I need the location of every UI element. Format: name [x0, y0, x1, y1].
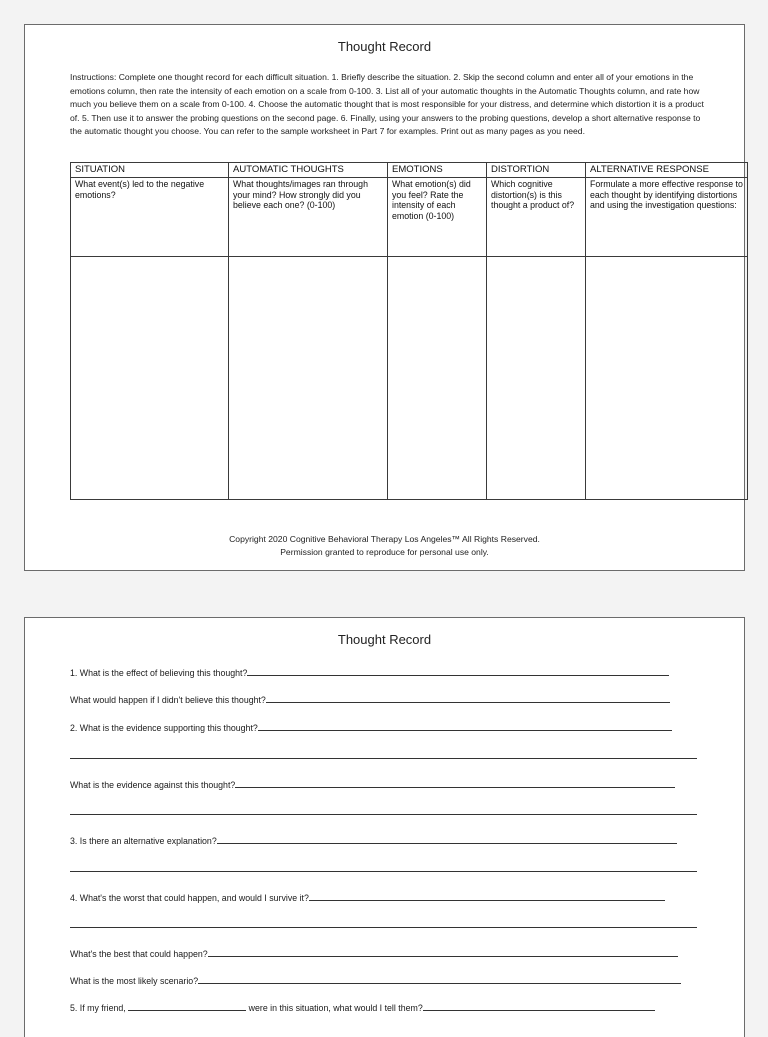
- answer-line[interactable]: [198, 974, 681, 984]
- header-distortion: DISTORTION: [487, 163, 586, 178]
- table-entry-row: [71, 257, 748, 500]
- answer-line[interactable]: [70, 758, 697, 759]
- worksheet-page-1: [24, 24, 745, 571]
- answer-line[interactable]: [258, 721, 672, 731]
- question-text: 2. What is the evidence supporting this thought?: [70, 723, 258, 733]
- entry-alternative-response[interactable]: [586, 257, 748, 500]
- page-title: Thought Record: [337, 39, 432, 54]
- question-4: [70, 891, 665, 903]
- question-text: What would happen if I didn't believe this thought?: [70, 695, 266, 705]
- question-4c: [70, 974, 681, 986]
- question-2: [70, 721, 672, 733]
- question-5: [70, 1001, 655, 1013]
- question-text: 3. Is there an alternative explanation?: [70, 836, 217, 846]
- question-4b: [70, 947, 678, 959]
- answer-line[interactable]: [70, 927, 697, 928]
- page-title: Thought Record: [337, 632, 432, 647]
- thought-record-table: [70, 162, 748, 500]
- entry-situation[interactable]: [71, 257, 229, 500]
- instructions-text: Instructions: Complete one thought record for each difficult situation. 1. Briefly describe the situation. 2. Skip the second column and enter all of your emotions in the emotions column, then rate the intensity of each emotion on a scale from 0-100. 3. List all of your automatic thoughts in the Automatic Thoughts column, and rate how much you believe them on a scale from 0-100. 4. Choose the automatic thought that is most responsible for your distress, and determine which distortion it is a product of. 5. Then use it to answer the probing questions on the second page. 6. Finally, using your answers to the probing questions, develop a short alternative response to the automatic thought you choose. You can refer to the sample worksheet in Part 7 for examples. Print out as many pages as you need.: [70, 72, 704, 137]
- answer-line[interactable]: [235, 778, 675, 788]
- question-3: [70, 834, 677, 846]
- answer-line[interactable]: [423, 1001, 655, 1011]
- entry-automatic-thoughts[interactable]: [229, 257, 388, 500]
- entry-emotions[interactable]: [388, 257, 487, 500]
- answer-line[interactable]: [217, 834, 677, 844]
- answer-line[interactable]: [247, 666, 669, 676]
- question-2b: [70, 778, 675, 790]
- header-situation: SITUATION: [71, 163, 229, 178]
- entry-distortion[interactable]: [487, 257, 586, 500]
- prompt-alternative-response: Formulate a more effective response to each thought by identifying distortions and using the investigation questions:: [586, 178, 748, 257]
- question-1b: [70, 693, 670, 705]
- table-prompt-row: [71, 178, 748, 257]
- header-emotions: EMOTIONS: [388, 163, 487, 178]
- question-text: 4. What's the worst that could happen, and would I survive it?: [70, 893, 309, 903]
- question-text: What's the best that could happen?: [70, 949, 208, 959]
- prompt-distortion: Which cognitive distortion(s) is this thought a product of?: [487, 178, 586, 257]
- answer-line[interactable]: [309, 891, 665, 901]
- worksheet-page-2: [24, 617, 745, 1037]
- prompt-emotions: What emotion(s) did you feel? Rate the intensity of each emotion (0-100): [388, 178, 487, 257]
- friend-name-line[interactable]: [128, 1001, 246, 1011]
- prompt-situation: What event(s) led to the negative emotions?: [71, 178, 229, 257]
- answer-line[interactable]: [70, 871, 697, 872]
- answer-line[interactable]: [266, 693, 670, 703]
- header-automatic-thoughts: AUTOMATIC THOUGHTS: [229, 163, 388, 178]
- question-text: 5. If my friend,: [70, 1003, 126, 1013]
- question-text: 1. What is the effect of believing this thought?: [70, 668, 248, 678]
- question-text: What is the evidence against this thought?: [70, 780, 236, 790]
- answer-line[interactable]: [208, 947, 678, 957]
- table-header-row: [71, 163, 748, 178]
- copyright-notice: [25, 533, 744, 559]
- question-text: What is the most likely scenario?: [70, 976, 199, 986]
- answer-line[interactable]: [70, 814, 697, 815]
- question-1: [70, 666, 669, 678]
- permission-line: Permission granted to reproduce for personal use only.: [280, 547, 489, 557]
- header-alternative-response: ALTERNATIVE RESPONSE: [586, 163, 748, 178]
- prompt-automatic-thoughts: What thoughts/images ran through your mind? How strongly did you believe each one? (0-100): [229, 178, 388, 257]
- question-text: were in this situation, what would I tell them?: [248, 1003, 423, 1013]
- copyright-line: Copyright 2020 Cognitive Behavioral Therapy Los Angeles™ All Rights Reserved.: [229, 534, 540, 544]
